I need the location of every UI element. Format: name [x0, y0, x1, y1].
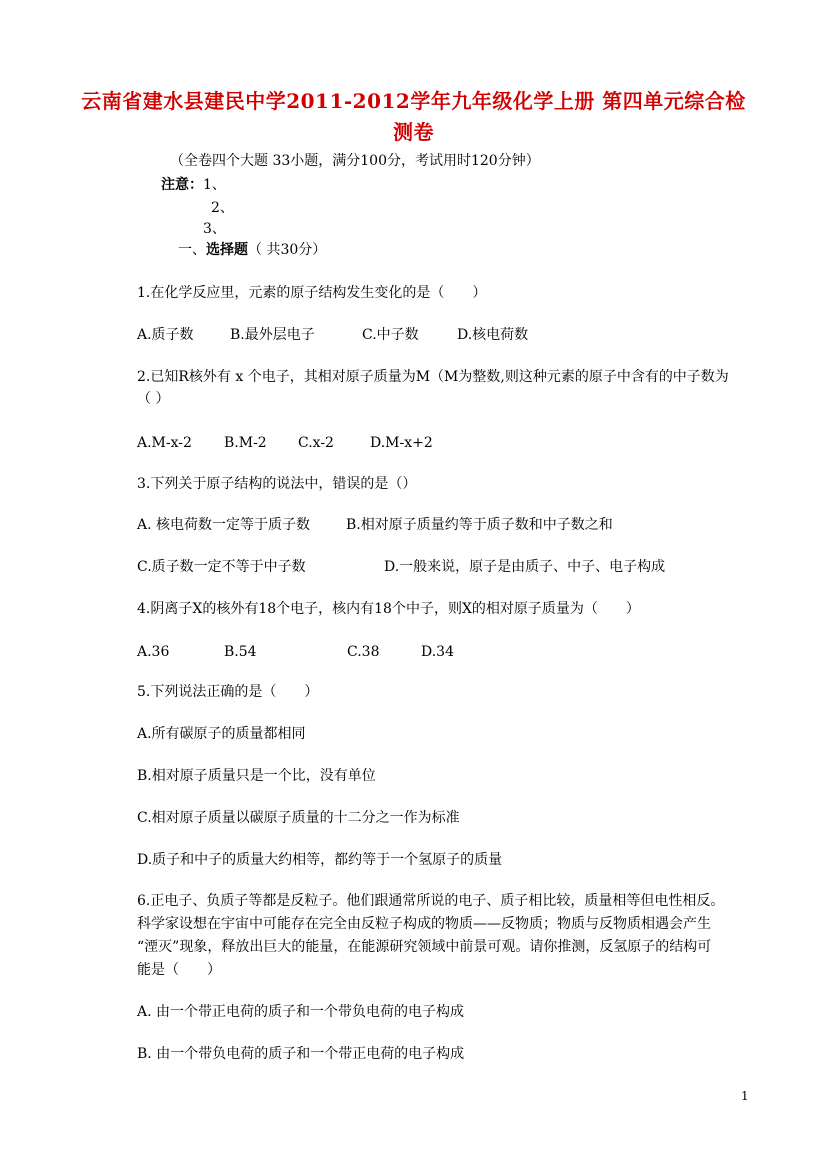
section-score: （ 共30分） — [248, 242, 327, 258]
question-6-option-a: A. 由一个带正电荷的质子和一个带负电荷的电子构成 — [137, 1004, 465, 1020]
question-2-option-b: B.M-2 — [224, 435, 267, 451]
question-5-stem: 5.下列说法正确的是（ ） — [137, 684, 319, 700]
notes-label: 注意： — [161, 177, 203, 193]
question-5-option-a: A.所有碳原子的质量都相同 — [137, 726, 306, 742]
question-1-option-d: D.核电荷数 — [457, 327, 529, 343]
question-3-option-d: D.一般来说，原子是由质子、中子、电子构成 — [384, 559, 666, 575]
question-4-stem: 4.阴离子X的核外有18个电子，核内有18个中子，则X的相对原子质量为（ ） — [137, 601, 640, 617]
question-2-stem-line-1: 2.已知R核外有 x 个电子，其相对原子质量为M（M为整数,则这种元素的原子中含有的中子数为 — [137, 369, 729, 385]
question-3-option-b: B.相对原子质量约等于质子数和中子数之和 — [346, 517, 613, 533]
section-heading — [178, 240, 326, 260]
question-4-option-b: B.54 — [224, 644, 257, 660]
question-3-option-c: C.质子数一定不等于中子数 — [137, 559, 306, 575]
question-5-option-c: C.相对原子质量以碳原子质量的十二分之一作为标准 — [137, 810, 460, 826]
question-4-option-a: A.36 — [137, 644, 170, 660]
question-1-option-c: C.中子数 — [362, 327, 419, 343]
section-title: 选择题 — [206, 242, 248, 258]
question-3-stem: 3.下列关于原子结构的说法中，错误的是（） — [137, 476, 417, 492]
question-6-stem-line-1: 6.正电子、负质子等都是反粒子。他们跟通常所说的电子、质子相比较，质量相等但电性相反。 — [137, 893, 725, 909]
title-line-2: 测卷 — [393, 120, 434, 144]
question-6-option-b: B. 由一个带负电荷的质子和一个带正电荷的电子构成 — [137, 1046, 465, 1062]
question-2-option-a: A.M-x-2 — [137, 435, 192, 451]
question-3-option-a: A. 核电荷数一定等于质子数 — [137, 517, 311, 533]
question-1-option-b: B.最外层电子 — [230, 327, 315, 343]
note-item-3: 3、 — [203, 221, 226, 237]
section-number: 一、 — [178, 242, 206, 258]
page-number: 1 — [741, 1089, 749, 1103]
question-4-option-c: C.38 — [347, 644, 380, 660]
question-5-option-b: B.相对原子质量只是一个比，没有单位 — [137, 768, 376, 784]
question-1-stem: 1.在化学反应里，元素的原子结构发生变化的是（ ） — [137, 285, 487, 301]
question-2-stem-line-2: （ ） — [137, 391, 170, 407]
note-item-1: 1、 — [203, 177, 226, 193]
title-line-1: 云南省建水县建民中学2011-2012学年九年级化学上册 第四单元综合检 — [81, 89, 746, 113]
question-1-option-a: A.质子数 — [137, 327, 194, 343]
question-4-option-d: D.34 — [421, 644, 454, 660]
exam-info: （全卷四个大题 33小题，满分100分，考试用时120分钟） — [170, 153, 540, 169]
question-6-stem-line-4: 能是（ ） — [137, 962, 221, 978]
question-2-option-d: D.M-x+2 — [370, 435, 433, 451]
question-5-option-d: D.质子和中子的质量大约相等，都约等于一个氢原子的质量 — [137, 852, 503, 868]
question-2-option-c: C.x-2 — [298, 435, 334, 451]
question-6-stem-line-2: 科学家设想在宇宙中可能存在完全由反粒子构成的物质——反物质；物质与反物质相遇会产生 — [137, 916, 711, 932]
question-6-stem-line-3: “湮灭”现象，释放出巨大的能量，在能源研究领域中前景可观。请你推测，反氢原子的结构可 — [137, 939, 712, 955]
note-item-2: 2、 — [211, 200, 234, 216]
